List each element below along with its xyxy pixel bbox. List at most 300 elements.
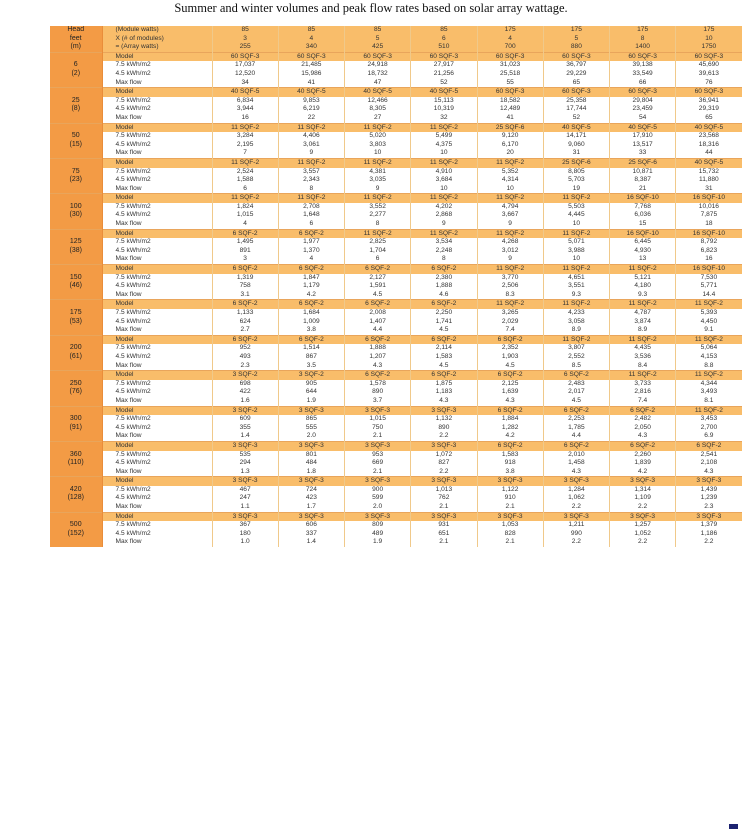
model-cell: 11 SQF-2	[477, 194, 543, 203]
max-flow-cell: 9	[411, 220, 477, 229]
summer-volume-cell: 2,541	[676, 451, 742, 460]
head-value-cell	[50, 265, 102, 300]
model-cell: 3 SQF-3	[345, 512, 411, 521]
summer-volume-cell: 2,127	[345, 274, 411, 283]
model-cell: 3 SQF-2	[212, 406, 278, 415]
row-label: Model	[102, 52, 212, 61]
model-cell: 6 SQF-2	[345, 265, 411, 274]
head-feet: 500	[69, 521, 82, 529]
row-label: 4.5 kWh/m2	[102, 176, 212, 185]
table-row	[50, 220, 742, 229]
summer-volume-cell: 1,314	[610, 486, 676, 495]
row-label: 4.5 kWh/m2	[102, 70, 212, 79]
model-cell: 16 SQF-10	[676, 265, 742, 274]
model-cell: 11 SQF-2	[610, 371, 676, 380]
head-column-header	[50, 26, 102, 52]
winter-volume-cell: 3,988	[543, 247, 609, 256]
summer-volume-cell: 2,524	[212, 168, 278, 177]
model-cell: 6 SQF-2	[477, 441, 543, 450]
summer-volume-cell: 801	[278, 451, 344, 460]
summer-volume-cell: 8,792	[676, 238, 742, 247]
winter-volume-cell: 1,591	[345, 282, 411, 291]
summer-volume-cell: 29,804	[610, 97, 676, 106]
summer-volume-cell: 4,202	[411, 203, 477, 212]
max-flow-cell: 3	[212, 255, 278, 264]
head-meters: (23)	[69, 176, 82, 184]
max-flow-cell: 2.1	[411, 538, 477, 547]
max-flow-cell: 8.5	[543, 362, 609, 371]
winter-volume-cell: 6,823	[676, 247, 742, 256]
head-meters: (46)	[69, 282, 82, 290]
head-value-cell	[50, 194, 102, 229]
summer-volume-cell: 467	[212, 486, 278, 495]
max-flow-cell: 4.3	[345, 362, 411, 371]
model-cell: 60 SQF-3	[543, 88, 609, 97]
max-flow-cell: 2.1	[477, 503, 543, 512]
summer-volume-cell: 367	[212, 521, 278, 530]
summer-volume-cell: 3,557	[278, 168, 344, 177]
row-label: 7.5 kWh/m2	[102, 97, 212, 106]
head-meters: (128)	[67, 494, 84, 502]
winter-volume-cell: 1,239	[676, 494, 742, 503]
max-flow-cell: 8	[278, 185, 344, 194]
head-feet: 75	[71, 167, 80, 175]
table-row	[50, 176, 742, 185]
winter-volume-cell: 23,459	[610, 105, 676, 114]
max-flow-cell: 3.5	[278, 362, 344, 371]
winter-volume-cell: 644	[278, 388, 344, 397]
max-flow-cell: 33	[610, 149, 676, 158]
flow-rate-table	[50, 26, 742, 547]
winter-volume-cell: 651	[411, 530, 477, 539]
model-cell: 11 SQF-2	[543, 335, 609, 344]
table-row	[50, 282, 742, 291]
row-label: Max flow	[102, 255, 212, 264]
module-watts-cell: 175	[676, 26, 742, 35]
winter-volume-cell: 3,667	[477, 211, 543, 220]
row-label: 4.5 kWh/m2	[102, 494, 212, 503]
row-label: Max flow	[102, 185, 212, 194]
num-modules-cell: 8	[610, 35, 676, 44]
winter-volume-cell: 180	[212, 530, 278, 539]
module-watts-cell: 85	[345, 26, 411, 35]
model-cell: 3 SQF-3	[212, 512, 278, 521]
model-cell: 11 SQF-2	[411, 194, 477, 203]
max-flow-cell: 2.1	[345, 432, 411, 441]
winter-volume-cell: 17,744	[543, 105, 609, 114]
winter-volume-cell: 3,803	[345, 141, 411, 150]
model-cell: 3 SQF-3	[676, 512, 742, 521]
model-cell: 40 SQF-5	[411, 88, 477, 97]
table-row	[50, 318, 742, 327]
max-flow-cell: 52	[411, 79, 477, 88]
row-label: 7.5 kWh/m2	[102, 309, 212, 318]
table-row	[50, 274, 742, 283]
model-cell: 11 SQF-2	[278, 123, 344, 132]
model-cell: 3 SQF-3	[212, 477, 278, 486]
max-flow-cell: 1.4	[278, 538, 344, 547]
max-flow-cell: 6.9	[676, 432, 742, 441]
table-row	[50, 203, 742, 212]
winter-volume-cell: 1,704	[345, 247, 411, 256]
model-cell: 11 SQF-2	[345, 123, 411, 132]
winter-volume-cell: 1,588	[212, 176, 278, 185]
winter-volume-cell: 4,930	[610, 247, 676, 256]
summer-volume-cell: 5,020	[345, 132, 411, 141]
model-cell: 25 SQF-6	[610, 158, 676, 167]
table-row	[50, 247, 742, 256]
row-label: Max flow	[102, 397, 212, 406]
max-flow-cell: 3.8	[477, 468, 543, 477]
winter-volume-cell: 1,183	[411, 388, 477, 397]
winter-volume-cell: 2,017	[543, 388, 609, 397]
winter-volume-cell: 3,551	[543, 282, 609, 291]
head-feet: 100	[69, 202, 82, 210]
max-flow-cell: 2.0	[278, 432, 344, 441]
row-label: 7.5 kWh/m2	[102, 132, 212, 141]
head-feet: 360	[69, 450, 82, 458]
table-row	[50, 424, 742, 433]
winter-volume-cell: 1,062	[543, 494, 609, 503]
model-cell: 3 SQF-3	[411, 441, 477, 450]
table-row	[50, 432, 742, 441]
max-flow-cell: 54	[610, 114, 676, 123]
winter-volume-cell: 2,506	[477, 282, 543, 291]
model-cell: 60 SQF-3	[676, 88, 742, 97]
summer-volume-cell: 1,439	[676, 486, 742, 495]
model-cell: 6 SQF-2	[477, 371, 543, 380]
summer-volume-cell: 2,125	[477, 380, 543, 389]
summer-volume-cell: 4,910	[411, 168, 477, 177]
summer-volume-cell: 15,113	[411, 97, 477, 106]
max-flow-cell: 6	[278, 220, 344, 229]
summer-volume-cell: 1,013	[411, 486, 477, 495]
summer-volume-cell: 4,435	[610, 344, 676, 353]
row-label: Max flow	[102, 149, 212, 158]
row-label: Model	[102, 512, 212, 521]
summer-volume-cell: 2,253	[543, 415, 609, 424]
winter-volume-cell: 489	[345, 530, 411, 539]
max-flow-cell: 2.3	[676, 503, 742, 512]
summer-volume-cell: 1,875	[411, 380, 477, 389]
max-flow-cell: 41	[477, 114, 543, 123]
summer-volume-cell: 1,495	[212, 238, 278, 247]
max-flow-cell: 65	[543, 79, 609, 88]
max-flow-cell: 7.4	[477, 326, 543, 335]
max-flow-cell: 4.5	[411, 362, 477, 371]
head-value-cell	[50, 52, 102, 87]
model-cell: 11 SQF-2	[345, 194, 411, 203]
row-label: Max flow	[102, 291, 212, 300]
max-flow-cell: 8.8	[676, 362, 742, 371]
max-flow-cell: 4.3	[411, 397, 477, 406]
model-cell: 6 SQF-2	[543, 441, 609, 450]
model-cell: 3 SQF-2	[278, 371, 344, 380]
model-cell: 16 SQF-10	[676, 194, 742, 203]
module-watts-cell: 85	[212, 26, 278, 35]
winter-volume-cell: 1,583	[411, 353, 477, 362]
winter-volume-cell: 4,153	[676, 353, 742, 362]
max-flow-cell: 2.2	[411, 468, 477, 477]
summer-volume-cell: 1,015	[345, 415, 411, 424]
max-flow-cell: 9	[477, 255, 543, 264]
model-cell: 6 SQF-2	[411, 300, 477, 309]
table-row	[50, 335, 742, 344]
model-cell: 11 SQF-2	[411, 158, 477, 167]
winter-volume-cell: 1,407	[345, 318, 411, 327]
max-flow-cell: 7.4	[610, 397, 676, 406]
max-flow-cell: 20	[477, 149, 543, 158]
head-value-cell	[50, 229, 102, 264]
flow-rate-table-container	[50, 26, 742, 547]
table-row	[50, 468, 742, 477]
table-row	[50, 530, 742, 539]
winter-volume-cell: 599	[345, 494, 411, 503]
max-flow-cell: 65	[676, 114, 742, 123]
model-cell: 11 SQF-2	[676, 300, 742, 309]
table-row	[50, 300, 742, 309]
model-cell: 11 SQF-2	[212, 194, 278, 203]
row-label: 4.5 kWh/m2	[102, 247, 212, 256]
model-cell: 60 SQF-3	[212, 52, 278, 61]
model-cell: 3 SQF-3	[610, 477, 676, 486]
table-row	[50, 61, 742, 70]
max-flow-cell: 4.5	[345, 291, 411, 300]
model-cell: 3 SQF-3	[345, 441, 411, 450]
summer-volume-cell: 1,684	[278, 309, 344, 318]
table-title: Summer and winter volumes and peak flow rates based on solar array wattage.	[174, 1, 568, 15]
model-cell: 11 SQF-2	[543, 265, 609, 274]
head-value-cell	[50, 300, 102, 335]
max-flow-cell: 18	[676, 220, 742, 229]
max-flow-cell: 8.1	[676, 397, 742, 406]
summer-volume-cell: 905	[278, 380, 344, 389]
max-flow-cell: 4.5	[411, 326, 477, 335]
row-label: Max flow	[102, 538, 212, 547]
winter-volume-cell: 1,639	[477, 388, 543, 397]
model-cell: 11 SQF-2	[411, 123, 477, 132]
max-flow-cell: 9.1	[676, 326, 742, 335]
row-label: Model	[102, 335, 212, 344]
max-flow-cell: 4.2	[278, 291, 344, 300]
model-cell: 40 SQF-5	[610, 123, 676, 132]
table-row	[50, 255, 742, 264]
winter-volume-cell: 1,015	[212, 211, 278, 220]
max-flow-cell: 3.7	[345, 397, 411, 406]
winter-volume-cell: 7,875	[676, 211, 742, 220]
row-label: Max flow	[102, 114, 212, 123]
head-value-cell	[50, 88, 102, 123]
max-flow-cell: 10	[543, 255, 609, 264]
max-flow-cell: 76	[676, 79, 742, 88]
row-label: Model	[102, 88, 212, 97]
row-label-num-modules: X (# of modules)	[102, 35, 212, 44]
max-flow-cell: 10	[411, 149, 477, 158]
header-row-array-watts	[50, 43, 742, 52]
summer-volume-cell: 1,133	[212, 309, 278, 318]
model-cell: 6 SQF-2	[212, 265, 278, 274]
summer-volume-cell: 4,268	[477, 238, 543, 247]
max-flow-cell: 15	[610, 220, 676, 229]
winter-volume-cell: 3,684	[411, 176, 477, 185]
winter-volume-cell: 1,052	[610, 530, 676, 539]
summer-volume-cell: 23,568	[676, 132, 742, 141]
winter-volume-cell: 890	[411, 424, 477, 433]
winter-volume-cell: 6,170	[477, 141, 543, 150]
table-row	[50, 105, 742, 114]
head-feet: 125	[69, 238, 82, 246]
summer-volume-cell: 5,499	[411, 132, 477, 141]
winter-volume-cell: 867	[278, 353, 344, 362]
summer-volume-cell: 2,483	[543, 380, 609, 389]
model-cell: 11 SQF-2	[212, 123, 278, 132]
summer-volume-cell: 1,072	[411, 451, 477, 460]
model-cell: 3 SQF-2	[212, 371, 278, 380]
summer-volume-cell: 3,807	[543, 344, 609, 353]
model-cell: 6 SQF-2	[212, 229, 278, 238]
summer-volume-cell: 3,284	[212, 132, 278, 141]
summer-volume-cell: 1,211	[543, 521, 609, 530]
model-cell: 25 SQF-6	[477, 123, 543, 132]
row-label: Model	[102, 123, 212, 132]
row-label: Model	[102, 441, 212, 450]
max-flow-cell: 2.7	[212, 326, 278, 335]
summer-volume-cell: 1,284	[543, 486, 609, 495]
max-flow-cell: 10	[543, 220, 609, 229]
model-cell: 6 SQF-2	[411, 265, 477, 274]
row-label-array-watts: = (Array watts)	[102, 43, 212, 52]
row-label: Model	[102, 194, 212, 203]
summer-volume-cell: 36,797	[543, 61, 609, 70]
model-cell: 11 SQF-2	[543, 300, 609, 309]
max-flow-cell: 10	[477, 185, 543, 194]
summer-volume-cell: 4,381	[345, 168, 411, 177]
summer-volume-cell: 2,010	[543, 451, 609, 460]
model-cell: 3 SQF-3	[212, 441, 278, 450]
summer-volume-cell: 1,319	[212, 274, 278, 283]
summer-volume-cell: 5,064	[676, 344, 742, 353]
winter-volume-cell: 4,445	[543, 211, 609, 220]
winter-volume-cell: 1,903	[477, 353, 543, 362]
array-watts-cell: 1400	[610, 43, 676, 52]
model-cell: 11 SQF-2	[345, 229, 411, 238]
max-flow-cell: 34	[212, 79, 278, 88]
max-flow-cell: 8.4	[610, 362, 676, 371]
winter-volume-cell: 4,375	[411, 141, 477, 150]
row-label: 4.5 kWh/m2	[102, 141, 212, 150]
winter-volume-cell: 3,061	[278, 141, 344, 150]
max-flow-cell: 16	[676, 255, 742, 264]
model-cell: 60 SQF-3	[477, 88, 543, 97]
model-cell: 11 SQF-2	[610, 265, 676, 274]
model-cell: 3 SQF-3	[543, 512, 609, 521]
model-cell: 6 SQF-2	[411, 335, 477, 344]
summer-volume-cell: 10,016	[676, 203, 742, 212]
row-label: 7.5 kWh/m2	[102, 380, 212, 389]
winter-volume-cell: 624	[212, 318, 278, 327]
summer-volume-cell: 953	[345, 451, 411, 460]
head-value-cell	[50, 512, 102, 547]
winter-volume-cell: 8,387	[610, 176, 676, 185]
model-cell: 11 SQF-2	[477, 300, 543, 309]
model-cell: 6 SQF-2	[543, 406, 609, 415]
table-row	[50, 149, 742, 158]
model-cell: 11 SQF-2	[477, 229, 543, 238]
summer-volume-cell: 3,265	[477, 309, 543, 318]
model-cell: 11 SQF-2	[610, 335, 676, 344]
summer-volume-cell: 5,503	[543, 203, 609, 212]
table-row	[50, 406, 742, 415]
summer-volume-cell: 17,910	[610, 132, 676, 141]
row-label: 4.5 kWh/m2	[102, 388, 212, 397]
model-cell: 6 SQF-2	[212, 300, 278, 309]
max-flow-cell: 13	[610, 255, 676, 264]
row-label: 7.5 kWh/m2	[102, 168, 212, 177]
model-cell: 11 SQF-2	[676, 335, 742, 344]
max-flow-cell: 2.2	[676, 538, 742, 547]
model-cell: 6 SQF-2	[345, 335, 411, 344]
winter-volume-cell: 33,549	[610, 70, 676, 79]
winter-volume-cell: 5,771	[676, 282, 742, 291]
model-cell: 11 SQF-2	[477, 158, 543, 167]
summer-volume-cell: 2,114	[411, 344, 477, 353]
head-meters: (8)	[71, 105, 81, 113]
row-label: Model	[102, 300, 212, 309]
model-cell: 3 SQF-3	[543, 477, 609, 486]
head-feet: 420	[69, 485, 82, 493]
table-row	[50, 380, 742, 389]
winter-volume-cell: 423	[278, 494, 344, 503]
model-cell: 6 SQF-2	[477, 335, 543, 344]
max-flow-cell: 66	[610, 79, 676, 88]
winter-volume-cell: 1,370	[278, 247, 344, 256]
head-meters: (91)	[69, 423, 82, 431]
row-label: Model	[102, 406, 212, 415]
summer-volume-cell: 2,708	[278, 203, 344, 212]
page-corner-mark	[729, 824, 738, 829]
head-feet: 250	[69, 379, 82, 387]
head-meters: (53)	[69, 317, 82, 325]
winter-volume-cell: 2,552	[543, 353, 609, 362]
table-row	[50, 79, 742, 88]
model-cell: 11 SQF-2	[345, 158, 411, 167]
table-row	[50, 211, 742, 220]
max-flow-cell: 2.2	[411, 432, 477, 441]
table-row	[50, 486, 742, 495]
winter-volume-cell: 11,880	[676, 176, 742, 185]
winter-volume-cell: 890	[345, 388, 411, 397]
head-feet: 150	[69, 273, 82, 281]
row-label: Model	[102, 371, 212, 380]
head-meters: (61)	[69, 352, 82, 360]
winter-volume-cell: 4,180	[610, 282, 676, 291]
head-feet: 200	[69, 344, 82, 352]
head-value-cell	[50, 335, 102, 370]
max-flow-cell: 2.0	[345, 503, 411, 512]
summer-volume-cell: 1,132	[411, 415, 477, 424]
winter-volume-cell: 4,450	[676, 318, 742, 327]
table-row	[50, 114, 742, 123]
summer-volume-cell: 15,732	[676, 168, 742, 177]
num-modules-cell: 6	[411, 35, 477, 44]
winter-volume-cell: 1,458	[543, 459, 609, 468]
row-label: 4.5 kWh/m2	[102, 530, 212, 539]
summer-volume-cell: 6,834	[212, 97, 278, 106]
num-modules-cell: 10	[676, 35, 742, 44]
model-cell: 11 SQF-2	[212, 158, 278, 167]
head-value-cell	[50, 441, 102, 476]
table-row	[50, 477, 742, 486]
